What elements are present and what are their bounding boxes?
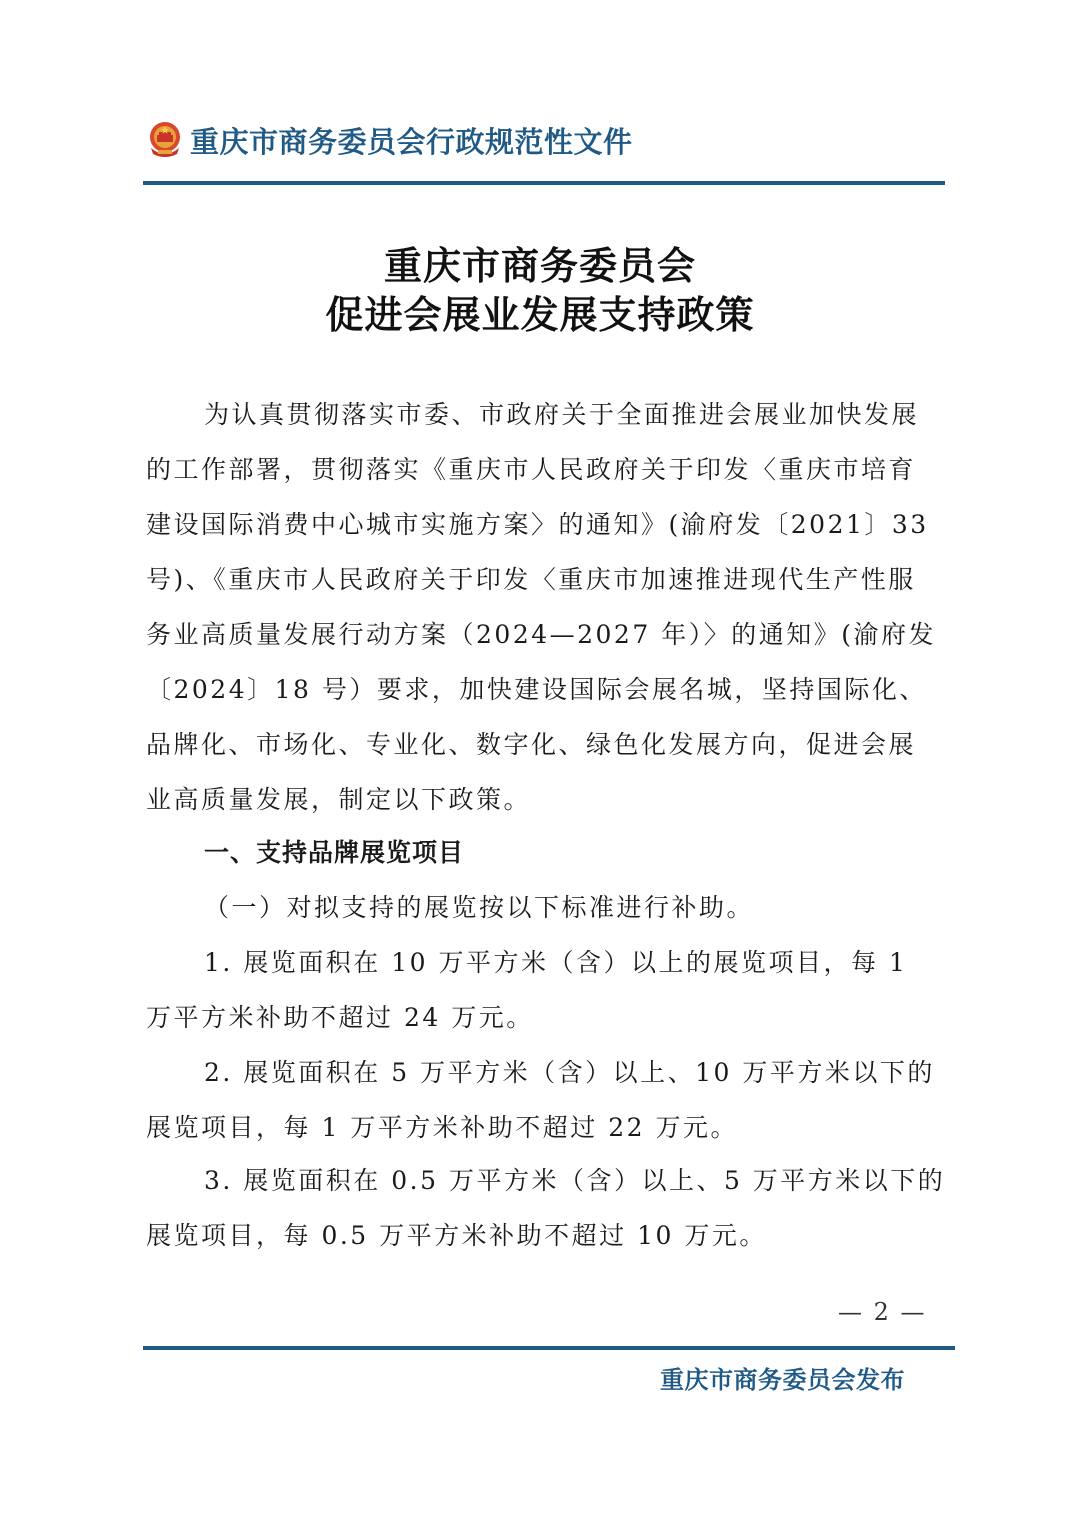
paragraph-line: 〔2024〕18 号）要求，加快建设国际会展名城，坚持国际化、: [146, 675, 927, 704]
paragraph-line: 的工作部署，贯彻落实《重庆市人民政府关于印发〈重庆市培育: [146, 455, 917, 484]
header-divider: [143, 181, 945, 185]
paragraph-line: 品牌化、市场化、专业化、数字化、绿色化发展方向，促进会展: [146, 730, 917, 759]
paragraph-line: 务业高质量发展行动方案（2024—2027 年）〉的通知》(渝府发: [146, 620, 936, 649]
list-item-2-line1: 2. 展览面积在 5 万平方米（含）以上、10 万平方米以下的: [204, 1058, 935, 1087]
header-title: 重庆市商务委员会行政规范性文件: [190, 124, 633, 159]
national-emblem-icon: [146, 120, 184, 160]
page-number: — 2 —: [838, 1298, 927, 1326]
paragraph-line: 业高质量发展，制定以下政策。: [146, 785, 532, 814]
list-item-2-line2: 展览项目，每 1 万平方米补助不超过 22 万元。: [146, 1113, 739, 1142]
section-heading: 一、支持品牌展览项目: [204, 838, 465, 867]
paragraph-line: 号)、《重庆市人民政府关于印发〈重庆市加速推进现代生产性服: [146, 565, 916, 594]
publisher-label: 重庆市商务委员会发布: [660, 1366, 905, 1394]
subsection-heading: （一）对拟支持的展览按以下标准进行补助。: [204, 893, 755, 922]
document-title-line2: 促进会展业发展支持政策: [325, 292, 755, 337]
document-header: [146, 118, 633, 162]
paragraph-line: 建设国际消费中心城市实施方案〉的通知》(渝府发〔2021〕33: [146, 510, 929, 539]
document-title-line1: 重庆市商务委员会: [383, 243, 696, 288]
list-item-3-line1: 3. 展览面积在 0.5 万平方米（含）以上、5 万平方米以下的: [204, 1166, 946, 1195]
list-item-3-line2: 展览项目，每 0.5 万平方米补助不超过 10 万元。: [146, 1221, 767, 1250]
paragraph-line: 为认真贯彻落实市委、市政府关于全面推进会展业加快发展: [204, 400, 920, 429]
footer-divider: [143, 1346, 955, 1350]
list-item-1-line1: 1. 展览面积在 10 万平方米（含）以上的展览项目，每 1: [204, 948, 908, 977]
list-item-1-line2: 万平方米补助不超过 24 万元。: [146, 1003, 534, 1032]
